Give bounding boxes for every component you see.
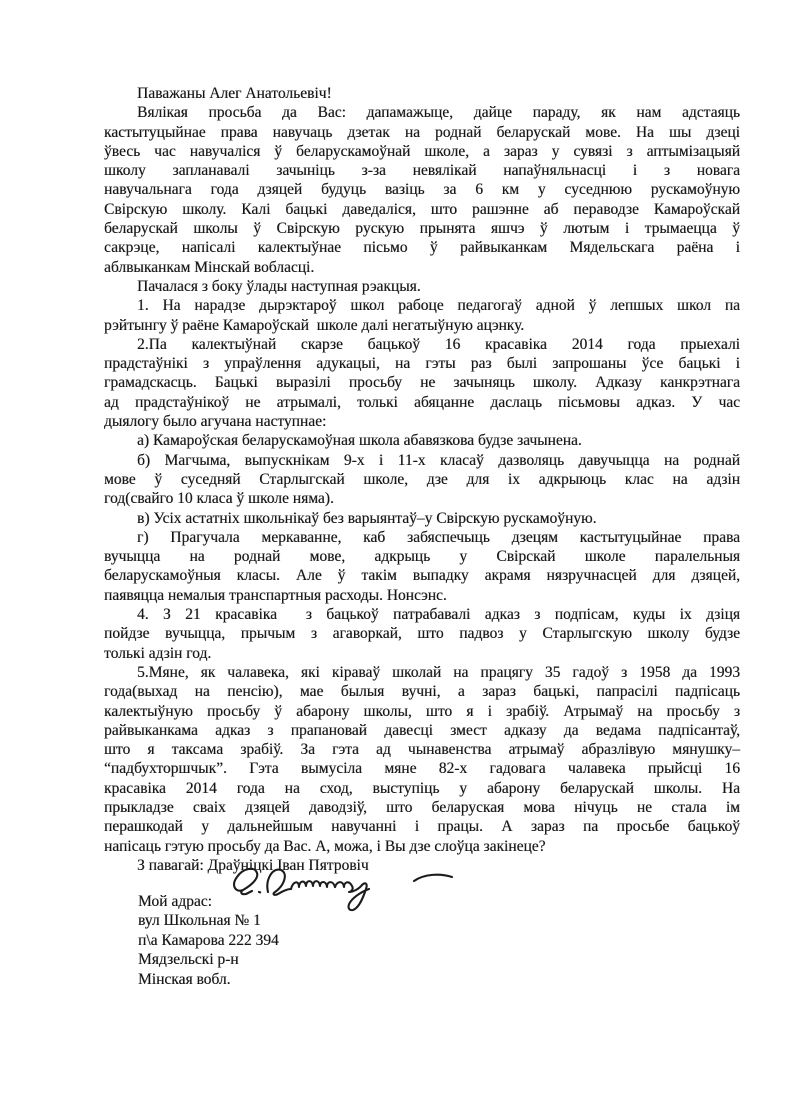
letter-line: паявяцца немалыя транспартныя расходы. Нонсэнс. [104,586,447,604]
letter-line: перашкодай у дальнейшым навучанні і працы. А зараз па просьбе бацькоў [104,818,740,836]
address-line: Мінская вобл. [138,970,231,988]
sender-address-block [138,892,279,989]
letter-line: 4. З 21 красавіка з бацькоў патрабавалі адказ з подпісам, куды іх дзіця [137,606,740,624]
paragraph [104,103,740,277]
letter-line: сакрэце, напісалі калектыўнае пісьмо ў райвыканкам Мядельскага раёна і [104,239,740,257]
letter-line: школу запланавалі зачыніць з-за невялікай напаўняльнасці і з новага [104,162,740,180]
letter-line: навучальнага года дзяцей будуць вазіць за 6 км у суседнюю рускамоўную [104,181,740,199]
paragraph [104,451,740,509]
letter-line: беларускамоўныя класы. Але ў такім выпадку акрамя нязручнасцей для дзяцей, [104,567,740,585]
letter-line: а) Камароўская беларускамоўная школа абавязкова будзе зачынена. [137,432,582,450]
address-line: п\а Камарова 222 394 [138,931,279,949]
letter-line: ўвесь час навучаліся ў беларускамоўнай школе, а зараз у сувязі з аптымізацыяй [104,142,740,160]
paragraph [104,509,740,528]
letter-line: беларускай школы ў Свірскую рускую прынята яшчэ ў лютым і трымаецца ў [104,220,740,238]
address-line: Мядзельскі р-н [138,951,239,969]
letter-line: толькі адзін год. [104,644,212,662]
letter-line: аблвыканкам Мінскай вобласці. [104,258,315,276]
letter-line: вучыцца на роднай мове, адкрыць у Свірскай школе паралельныя [104,548,740,566]
letter-line: райвыканкама адказ з прапановай давесці змест адказу да ведама падпісантаў, [104,721,740,739]
letter-line: года(выхад на пенсію), мае былыя вучні, а зараз бацькі, папрасілі падпісаць [104,683,740,701]
address-line: вул Школьная № 1 [138,912,261,930]
letter-line: 1. На нарадзе дырэктароў школ рабоце педагогаў адной ў лепшых школ па [137,297,740,315]
letter-line: б) Магчыма, выпускнікам 9-х і 11-х класаў дазволяць давучыцца на роднай [137,451,740,469]
letter-line: кастытуцыйнае права навучаць дзетак на роднай беларускай мове. На шы дзеці [104,123,740,141]
paragraph [104,277,740,296]
letter-line: Паважаны Алег Анатольевіч! [137,85,332,102]
paragraph [104,605,740,663]
paragraph [104,84,740,103]
paragraph [104,528,740,605]
letter-line: дыялогу было агучана наступнае: [104,413,327,431]
letter-line: прыкладзе сваіх дзяцей даводзіў, што беларуская мова нічуць не стала ім [104,798,740,816]
paragraph [104,335,740,431]
letter-line: Свірскую школу. Калі бацькі даведаліся, што рашэнне аб пераводзе Камароўскай [104,200,740,218]
letter-line: Пачалася з боку ўлады наступная рэакцыя. [137,277,421,295]
letter-line: напісаць гэтую просьбу да Вас. А, можа, і Вы дзе слоўца закінеце? [104,837,546,855]
letter-line: год(свайго 10 класа ў школе няма). [104,490,334,508]
letter-line: красавіка 2014 года на сход, выступіць у абарону беларускай школы. На [104,779,740,797]
letter-line: пойдзе вучыцца, прычым з агаворкай, што падвоз у Старлыгскую школу будзе [104,625,740,643]
letter-line: што я таксама зрабіў. За гэта ад чынавенства атрымаў абразлівую мянушку– [104,741,740,759]
letter-line: З павагай: Драўніцкі Іван Пятровіч [137,856,369,874]
paragraph [104,296,740,335]
letter-body [104,84,740,875]
letter-line: 5.Мяне, як чалавека, які кіраваў школай на працягу 35 гадоў з 1958 да 1993 [137,663,740,681]
letter-line: г) Прагучала меркаванне, каб забяспечыць дзецям кастытуцыйнае права [137,528,740,546]
letter-line: рэйтынгу ў раёне Камароўскай школе далі негатыўную ацэнку. [104,316,525,334]
letter-line: грамадскасць. Бацькі выразілі просьбу не зачыняць школу. Адказу канкрэтнага [104,374,740,392]
letter-line: “падбухторшчык”. Гэта вымусіла мяне 82-х гадовага чалавека прыйсці 16 [104,760,740,778]
letter-line: калектыўную просьбу ў абарону школы, што я і зрабіў. Атрымаў на просьбу з [104,702,740,720]
letter-line: в) Усіх астатніх школьнікаў без варыянтаў–у Свірскую рускамоўную. [137,509,597,527]
paragraph [104,663,740,856]
letter-line: мове ў суседняй Старлыгскай школе, дзе для іх адкрыюць клас на адзін [104,470,740,488]
letter-line: прадстаўнікі з упраўлення адукацыі, на гэты раз былі запрошаны ўсе бацькі і [104,355,740,373]
paragraph [104,431,740,450]
letter-line: Вялікая просьба да Вас: дапамажыце, дайце параду, як нам адстаяць [137,104,740,122]
letter-line: 2.Па калектыўнай скарзе бацькоў 16 красавіка 2014 года прыехалі [137,335,740,353]
letter-line: ад прадстаўнікоў не атрымалі, толькі абяцанне даслаць пісьмовы адказ. У час [104,393,740,411]
address-line: Мой адрас: [138,893,212,910]
